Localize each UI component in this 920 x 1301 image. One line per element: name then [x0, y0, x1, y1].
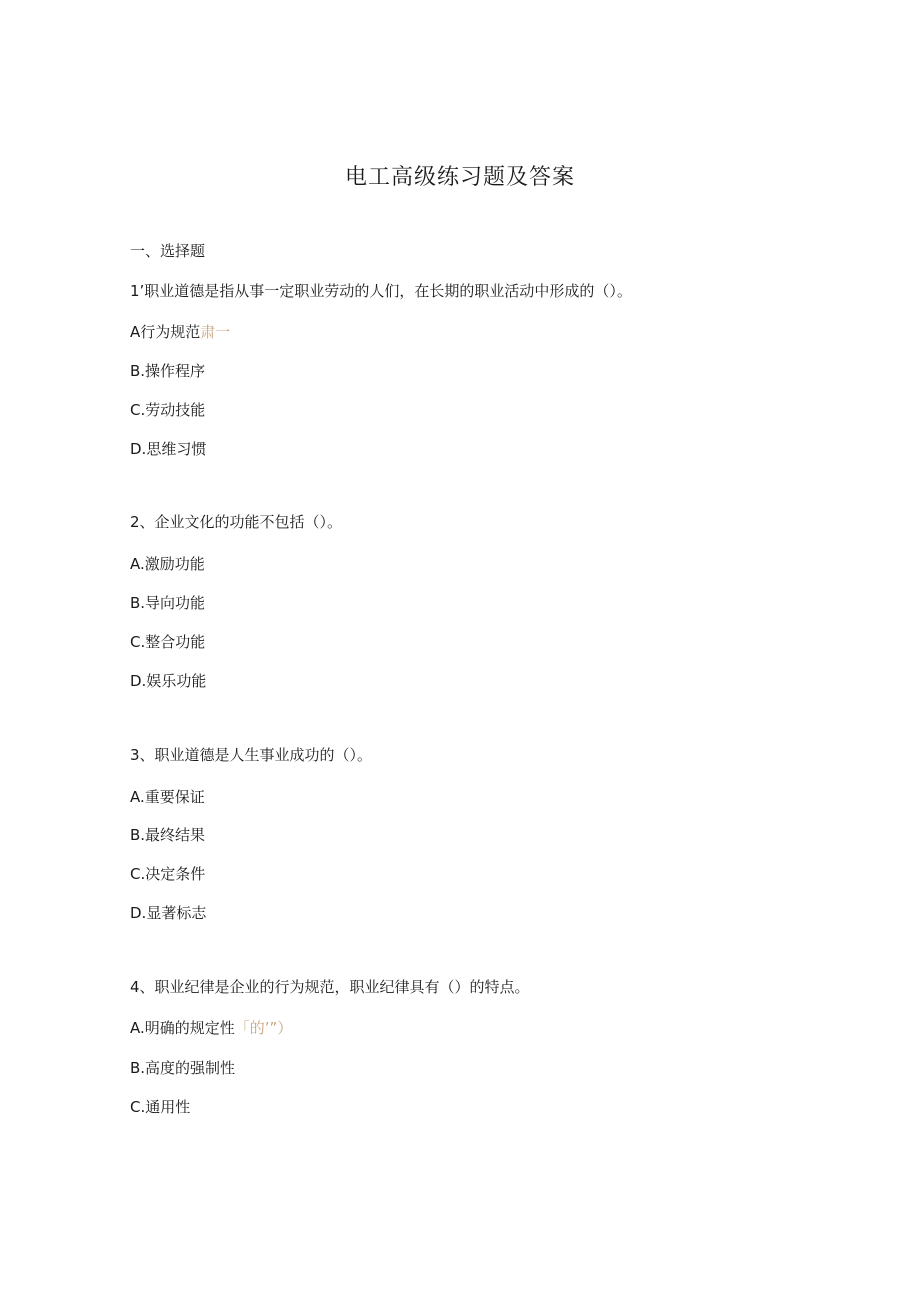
question-3-option-c: C.决定条件: [130, 865, 206, 883]
question-4-stem: 4、职业纪律是企业的行为规范，职业纪律具有（）的特点。: [130, 978, 530, 996]
question-2-option-b: B.导向功能: [130, 594, 206, 612]
question-2-stem: 2、企业文化的功能不包括（）。: [130, 513, 343, 531]
question-2-option-c: C.整合功能: [130, 633, 206, 651]
question-4-option-a: [130, 1018, 292, 1038]
question-2-option-d: D.娱乐功能: [130, 672, 207, 690]
handwritten-mark: 「的’”）: [234, 1019, 293, 1037]
question-3-option-b: B.最终结果: [130, 826, 206, 844]
question-3-option-a: A.重要保证: [130, 788, 205, 806]
question-4-option-c: C.通用性: [130, 1098, 191, 1116]
section-heading: 一、选择题: [130, 242, 206, 260]
question-1-option-b: B.操作程序: [130, 362, 206, 380]
option-text: A.明确的规定性: [130, 1019, 235, 1037]
option-text: A行为规范: [130, 323, 201, 341]
question-4-option-b: B.高度的强制性: [130, 1059, 236, 1077]
question-1-stem: 1’职业道德是指从事一定职业劳动的人们，在长期的职业活动中形成的（）。: [130, 282, 632, 300]
page-title: 电工高级练习题及答案: [344, 165, 575, 190]
question-3-stem: 3、职业道德是人生事业成功的（）。: [130, 746, 373, 764]
question-1-option-d: D.思维习惯: [130, 440, 207, 458]
handwritten-mark: 肃一: [200, 323, 231, 341]
question-1-option-a: [130, 322, 230, 342]
question-1-option-c: C.劳动技能: [130, 401, 206, 419]
question-2-option-a: A.激励功能: [130, 555, 205, 573]
question-3-option-d: D.显著标志: [130, 904, 207, 922]
